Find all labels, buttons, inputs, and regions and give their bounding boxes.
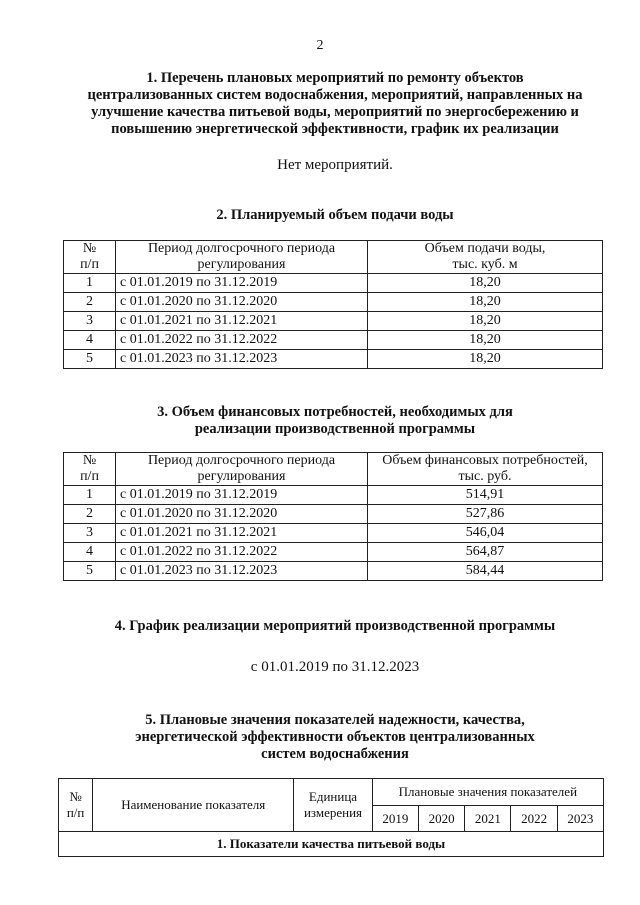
indicators-table xyxy=(58,778,604,857)
header-value: Объем подачи воды, тыс. куб. м xyxy=(368,241,603,274)
section1-title-line: улучшение качества питьевой воды, мероприятий по энергосбережению и xyxy=(91,104,579,120)
section3-title-line: 3. Объем финансовых потребностей, необходимых для xyxy=(157,404,513,420)
header-year: 2019 xyxy=(372,806,418,832)
table-header-row xyxy=(64,453,603,486)
table-header-row xyxy=(59,779,604,806)
cell-num: 1 xyxy=(64,486,116,505)
header-year: 2021 xyxy=(465,806,511,832)
cell-num: 5 xyxy=(64,562,116,581)
cell-num: 2 xyxy=(64,505,116,524)
header-year: 2020 xyxy=(418,806,464,832)
cell-value: 18,20 xyxy=(368,293,603,312)
header-year: 2022 xyxy=(511,806,557,832)
header-planned-values: Плановые значения показателей xyxy=(372,779,603,806)
table-row xyxy=(64,274,603,293)
cell-value: 546,04 xyxy=(368,524,603,543)
section2-title: 2. Планируемый объем подачи воды xyxy=(216,207,454,223)
cell-period: с 01.01.2020 по 31.12.2020 xyxy=(116,505,368,524)
cell-num: 4 xyxy=(64,543,116,562)
table-row xyxy=(64,486,603,505)
header-unit: Единица измерения xyxy=(294,779,372,832)
section1-title-line: повышению энергетической эффективности, график их реализации xyxy=(111,121,559,137)
cell-value: 18,20 xyxy=(368,331,603,350)
section1-title xyxy=(40,70,630,138)
cell-period: с 01.01.2022 по 31.12.2022 xyxy=(116,331,368,350)
cell-value: 564,87 xyxy=(368,543,603,562)
header-num: № п/п xyxy=(59,779,93,832)
cell-value: 527,86 xyxy=(368,505,603,524)
cell-period: с 01.01.2021 по 31.12.2021 xyxy=(116,312,368,331)
table-header-row xyxy=(64,241,603,274)
group-row-label: 1. Показатели качества питьевой воды xyxy=(59,832,604,857)
cell-num: 4 xyxy=(64,331,116,350)
cell-value: 18,20 xyxy=(368,350,603,369)
header-period: Период долгосрочного периода регулирования xyxy=(116,453,368,486)
cell-period: с 01.01.2023 по 31.12.2023 xyxy=(116,350,368,369)
section3-title xyxy=(40,404,630,438)
table-row xyxy=(64,562,603,581)
cell-value: 18,20 xyxy=(368,312,603,331)
table-row xyxy=(64,312,603,331)
cell-period: с 01.01.2021 по 31.12.2021 xyxy=(116,524,368,543)
table-row xyxy=(64,293,603,312)
cell-num: 3 xyxy=(64,524,116,543)
table-row xyxy=(64,350,603,369)
cell-value: 514,91 xyxy=(368,486,603,505)
cell-period: с 01.01.2020 по 31.12.2020 xyxy=(116,293,368,312)
cell-period: с 01.01.2022 по 31.12.2022 xyxy=(116,543,368,562)
section5-title-line: энергетической эффективности объектов централизованных xyxy=(135,729,535,745)
table-row xyxy=(64,331,603,350)
cell-value: 584,44 xyxy=(368,562,603,581)
section5-title xyxy=(40,712,630,763)
header-num: № п/п xyxy=(64,241,116,274)
table-group-row xyxy=(59,832,604,857)
section1-note: Нет мероприятий. xyxy=(277,157,393,173)
section4-title: 4. График реализации мероприятий производственной программы xyxy=(114,618,556,634)
cell-num: 1 xyxy=(64,274,116,293)
table-row xyxy=(64,543,603,562)
cell-num: 3 xyxy=(64,312,116,331)
section5-title-line: систем водоснабжения xyxy=(261,746,409,762)
table-row xyxy=(64,505,603,524)
section4-period: с 01.01.2019 по 31.12.2023 xyxy=(250,659,420,675)
header-period: Период долгосрочного периода регулирования xyxy=(116,241,368,274)
header-year: 2023 xyxy=(557,806,603,832)
cell-value: 18,20 xyxy=(368,274,603,293)
header-indicator-name: Наименование показателя xyxy=(93,779,294,832)
section1-title-line: 1. Перечень плановых мероприятий по ремонту объектов xyxy=(146,70,524,86)
section5-title-line: 5. Плановые значения показателей надежности, качества, xyxy=(145,712,525,728)
table-row xyxy=(64,524,603,543)
page-number: 2 xyxy=(316,38,324,53)
cell-period: с 01.01.2023 по 31.12.2023 xyxy=(116,562,368,581)
cell-num: 5 xyxy=(64,350,116,369)
section1-title-line: централизованных систем водоснабжения, мероприятий, направленных на xyxy=(87,87,583,103)
header-num: № п/п xyxy=(64,453,116,486)
header-value: Объем финансовых потребностей, тыс. руб. xyxy=(368,453,603,486)
cell-num: 2 xyxy=(64,293,116,312)
water-volume-table xyxy=(63,240,603,369)
cell-period: с 01.01.2019 по 31.12.2019 xyxy=(116,486,368,505)
financial-needs-table xyxy=(63,452,603,581)
cell-period: с 01.01.2019 по 31.12.2019 xyxy=(116,274,368,293)
section3-title-line: реализации производственной программы xyxy=(194,421,476,437)
